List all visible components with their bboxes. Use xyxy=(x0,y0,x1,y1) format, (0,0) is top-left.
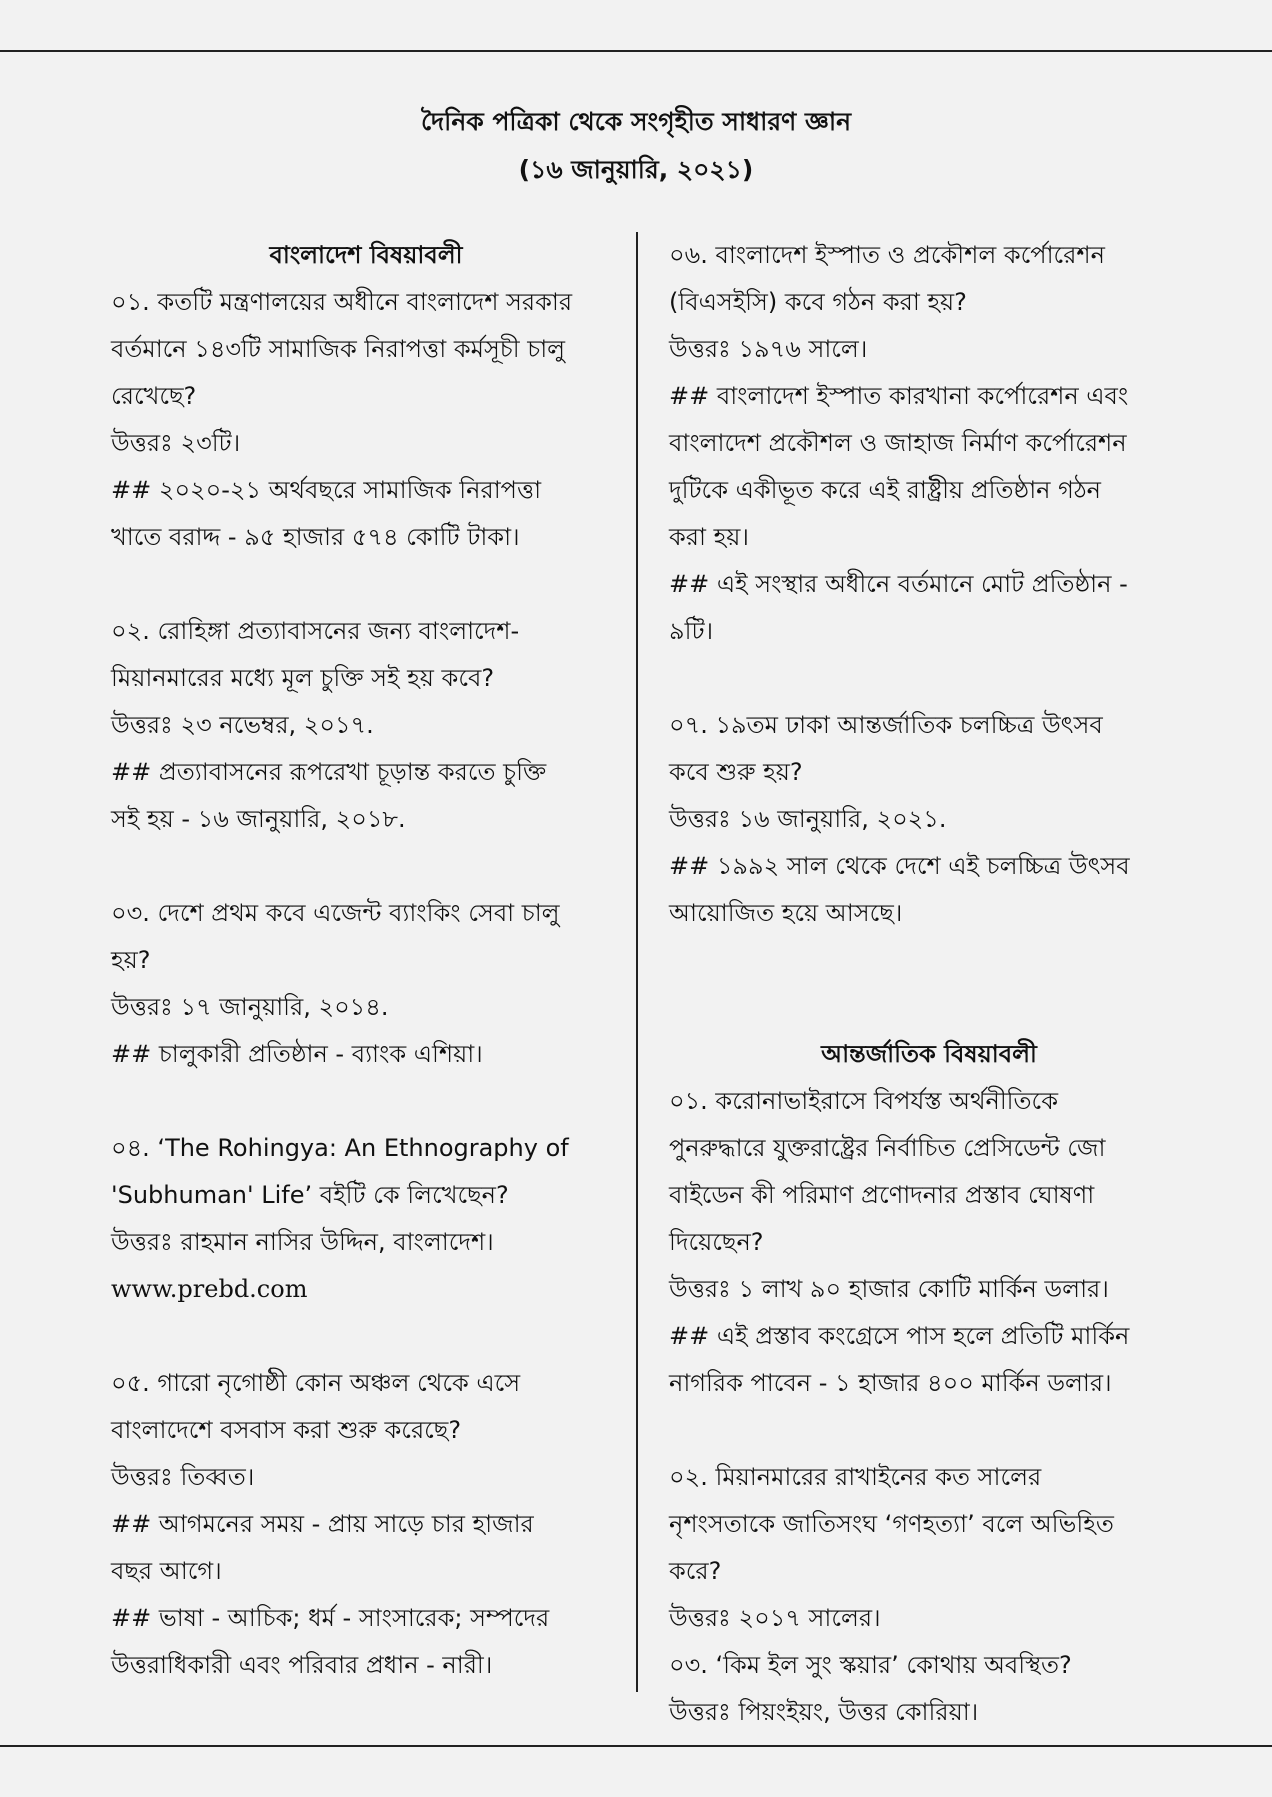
question-block xyxy=(111,608,621,843)
question-line: ০৪. ‘The Rohingya: An Ethnography of xyxy=(111,1134,569,1162)
question-block xyxy=(111,279,621,561)
question-line: বর্তমানে ১৪৩টি সামাজিক নিরাপত্তা কর্মসূচী চালু xyxy=(111,335,566,363)
page-title: দৈনিক পত্রিকা থেকে সংগৃহীত সাধারণ জ্ঞান xyxy=(420,107,852,136)
note-line: ## এই সংস্থার অধীনে বর্তমানে মোট প্রতিষ্ঠান - xyxy=(669,570,1128,598)
question-line: ০২. মিয়ানমারের রাখাইনের কত সালের xyxy=(669,1463,1042,1491)
top-rule xyxy=(0,50,1272,52)
question-block xyxy=(669,1454,1189,1642)
bottom-rule xyxy=(0,1745,1272,1747)
question-block xyxy=(669,1078,1189,1407)
page-header xyxy=(0,98,1272,194)
question-block xyxy=(669,702,1189,937)
answer-line: উত্তরঃ তিব্বত। xyxy=(111,1463,255,1491)
question-line: পুনরুদ্ধারে যুক্তরাষ্ট্রের নির্বাচিত প্রেসিডেন্ট জো xyxy=(669,1134,1106,1162)
note-line: আয়োজিত হয়ে আসছে। xyxy=(669,899,903,927)
question-line: (বিএসইসি) কবে গঠন করা হয়? xyxy=(669,288,967,316)
answer-line: উত্তরঃ ২৩ নভেম্বর, ২০১৭. xyxy=(111,711,374,739)
question-block xyxy=(111,890,621,1078)
question-block xyxy=(669,232,1189,655)
note-line: ## ১৯৯২ সাল থেকে দেশে এই চলচ্চিত্র উৎসব xyxy=(669,852,1130,880)
answer-line: উত্তরঃ ১৯৭৬ সালে। xyxy=(669,335,868,363)
note-line: বছর আগে। xyxy=(111,1557,222,1585)
note-line: করা হয়। xyxy=(669,523,749,551)
question-line: রেখেছে? xyxy=(111,382,197,410)
note-line: ## ২০২০-২১ অর্থবছরে সামাজিক নিরাপত্তা xyxy=(111,476,542,504)
left-column xyxy=(111,232,621,1689)
answer-line: উত্তরঃ ২০১৭ সালের। xyxy=(669,1604,881,1632)
answer-line: উত্তরঃ রাহমান নাসির উদ্দিন, বাংলাদেশ। xyxy=(111,1228,494,1256)
question-block xyxy=(111,1360,621,1689)
question-line: নৃশংসতাকে জাতিসংঘ ‘গণহত্যা’ বলে অভিহিত xyxy=(669,1510,1114,1538)
question-line: ০৩. দেশে প্রথম কবে এজেন্ট ব্যাংকিং সেবা চালু xyxy=(111,899,560,927)
column-divider xyxy=(636,232,638,1692)
note-line: ## ভাষা - আচিক; ধর্ম - সাংসারেক; সম্পদের xyxy=(111,1604,550,1632)
question-block xyxy=(669,1642,1189,1736)
note-line: নাগরিক পাবেন - ১ হাজার ৪০০ মার্কিন ডলার। xyxy=(669,1369,1112,1397)
note-line: দুটিকে একীভূত করে এই রাষ্ট্রীয় প্রতিষ্ঠান গঠন xyxy=(669,476,1101,504)
question-line: ০১. করোনাভাইরাসে বিপর্যস্ত অর্থনীতিকে xyxy=(669,1087,1058,1115)
website-watermark: www.prebd.com xyxy=(111,1275,308,1303)
answer-line: উত্তরঃ ১ লাখ ৯০ হাজার কোটি মার্কিন ডলার। xyxy=(669,1275,1109,1303)
question-line: কবে শুরু হয়? xyxy=(669,758,803,786)
answer-line: উত্তরঃ ১৬ জানুয়ারি, ২০২১. xyxy=(669,805,947,833)
note-line: ## এই প্রস্তাব কংগ্রেসে পাস হলে প্রতিটি মার্কিন xyxy=(669,1322,1130,1350)
question-line: 'Subhuman' Life’ বইটি কে লিখেছেন? xyxy=(111,1181,509,1209)
question-line: বাইডেন কী পরিমাণ প্রণোদনার প্রস্তাব ঘোষণা xyxy=(669,1181,1095,1209)
question-line: ০৬. বাংলাদেশ ইস্পাত ও প্রকৌশল কর্পোরেশন xyxy=(669,241,1105,269)
question-line: ০১. কতটি মন্ত্রণালয়ের অধীনে বাংলাদেশ সরকার xyxy=(111,288,573,316)
answer-line: উত্তরঃ ২৩টি। xyxy=(111,429,241,457)
note-line: সই হয় - ১৬ জানুয়ারি, ২০১৮. xyxy=(111,805,406,833)
section-title-bangladesh: বাংলাদেশ বিষয়াবলী xyxy=(269,241,463,269)
right-column xyxy=(669,232,1189,1736)
answer-line: উত্তরঃ পিয়ংইয়ং, উত্তর কোরিয়া। xyxy=(669,1698,979,1726)
question-line: ০৫. গারো নৃগোষ্ঠী কোন অঞ্চল থেকে এসে xyxy=(111,1369,521,1397)
question-line: ০৭. ১৯তম ঢাকা আন্তর্জাতিক চলচ্চিত্র উৎসব xyxy=(669,711,1103,739)
answer-line: উত্তরঃ ১৭ জানুয়ারি, ২০১৪. xyxy=(111,993,389,1021)
note-line: ## চালুকারী প্রতিষ্ঠান - ব্যাংক এশিয়া। xyxy=(111,1040,483,1068)
question-line: বাংলাদেশে বসবাস করা শুরু করেছে? xyxy=(111,1416,462,1444)
note-line: ## প্রত্যাবাসনের রূপরেখা চূড়ান্ত করতে চুক্তি xyxy=(111,758,547,786)
note-line: খাতে বরাদ্দ - ৯৫ হাজার ৫৭৪ কোটি টাকা। xyxy=(111,523,520,551)
note-line: ## বাংলাদেশ ইস্পাত কারখানা কর্পোরেশন এবং xyxy=(669,382,1129,410)
question-line: ০৩. ‘কিম ইল সুং স্কয়ার’ কোথায় অবস্থিত? xyxy=(669,1651,1072,1679)
question-line: হয়? xyxy=(111,946,151,974)
question-line: দিয়েছেন? xyxy=(669,1228,764,1256)
question-line: করে? xyxy=(669,1557,722,1585)
note-line: বাংলাদেশ প্রকৌশল ও জাহাজ নির্মাণ কর্পোরেশন xyxy=(669,429,1127,457)
question-line: মিয়ানমারের মধ্যে মূল চুক্তি সই হয় কবে? xyxy=(111,664,495,692)
note-line: ৯টি। xyxy=(669,617,714,645)
section-title-international: আন্তর্জাতিক বিষয়াবলী xyxy=(821,1040,1037,1068)
note-line: উত্তরাধিকারী এবং পরিবার প্রধান - নারী। xyxy=(111,1651,493,1679)
question-block xyxy=(111,1125,621,1313)
page-date: (১৬ জানুয়ারি, ২০২১) xyxy=(518,155,754,184)
note-line: ## আগমনের সময় - প্রায় সাড়ে চার হাজার xyxy=(111,1510,534,1538)
question-line: ০২. রোহিঙ্গা প্রত্যাবাসনের জন্য বাংলাদেশ- xyxy=(111,617,520,645)
